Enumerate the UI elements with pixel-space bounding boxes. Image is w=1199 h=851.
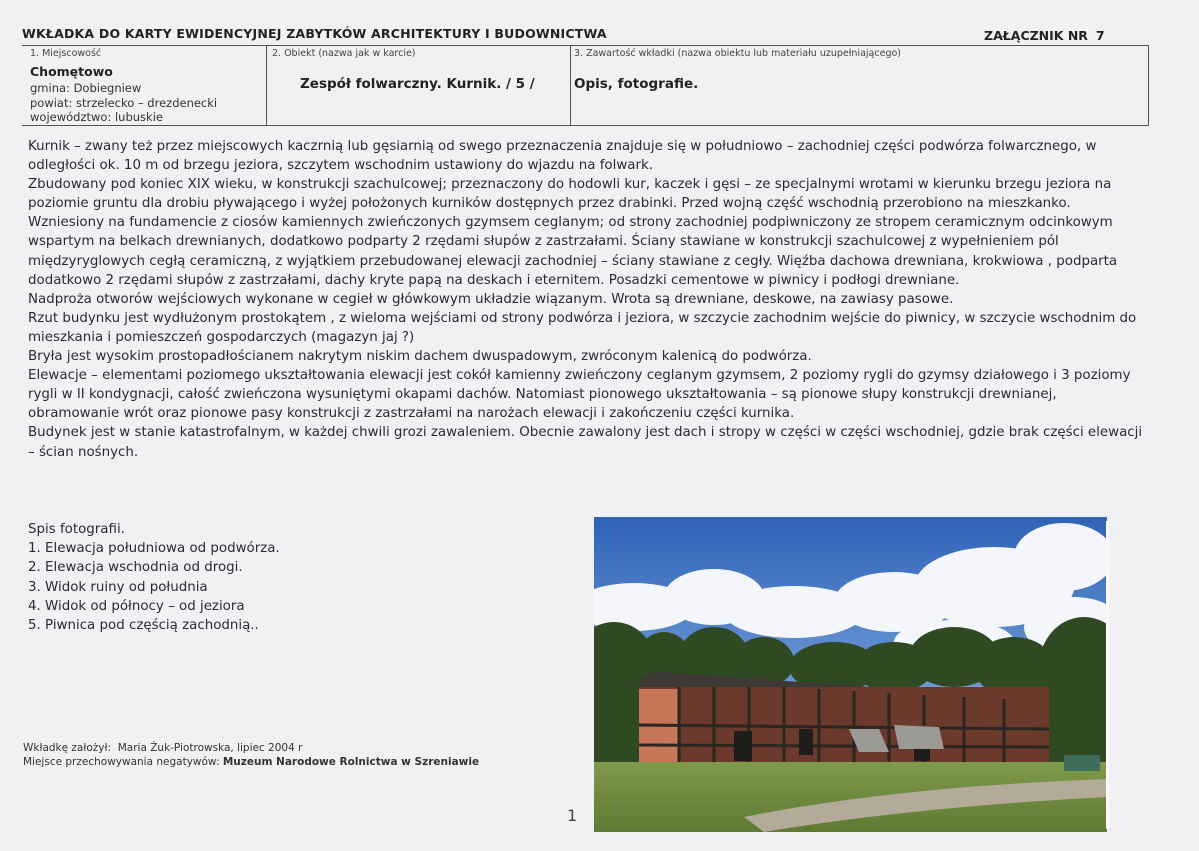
column-divider [570,45,571,125]
column-divider [1148,45,1149,125]
description-paragraph: Budynek jest w stanie katastrofalnym, w każdej chwili grozi zawaleniem. Obecnie zawalony jest dach i stropy w części w części wschodniej, gdzie brak części elewacji – ścian nośnych. [28,425,1143,460]
photo-edge [1106,521,1109,829]
annex-number: 7 [1095,28,1105,43]
description-paragraph: Wzniesiony na fundamencie z ciosów kamiennych zwieńczonych gzymsem ceglanym; od strony zachodniej podpiwniczony ze stropem ceramicznym odcinkowym wspartym na belkach drewnianych, dodatkowo podparty 2 rzędami słupów z zastrzałami. Ściany stawiane w konstrukcji szachulcowej z wypełnieniem pól międzyryglowych cegłą ceramiczną, z wyjątkiem przebudowanej elewacji zachodniej – ściany stawiane z cegły. Więźba dachowa drewniana, krokwiowa , podparta dodatkowo 2 rzędami słupów z zastrzałami, dachy kryte papą na deskach i eternitem. Posadzki cementowe w piwnicy i podłogi drewniane. [28,215,1118,288]
description-text [28,137,1143,462]
storage-value: Muzeum Narodowe Rolnictwa w Szreniawie [222,756,480,768]
storage-label: Miejsce przechowywania negatywów: [23,756,220,768]
object-value: Zespół folwarczny. Kurnik. / 5 / [300,76,535,92]
author-label: Wkładkę założył: [23,742,112,754]
author-value: Maria Żuk-Piotrowska, lipiec 2004 r [117,742,303,754]
photo-list-item: 5. Piwnica pod częścią zachodnią.. [28,618,259,634]
description-paragraph: Zbudowany pod koniec XIX wieku, w konstrukcji szachulcowej; przeznaczony do hodowli kur, kaczek i gęsi – ze specjalnymi wrotami w kierunku brzegu jeziora na poziomie gruntu dla drobiu pływającego i wyżej położonych kurników dostępnych przez drabinki. Przed wojną część wschodnią przerobiono na mieszkanko. [28,177,1112,212]
location-district: powiat: strzelecko – drezdenecki [30,96,218,110]
photo-list-title: Spis fotografii. [28,522,125,537]
location-label: 1. Miejscowość [30,48,102,59]
annex-label-text: ZAŁĄCZNIK NR [984,28,1088,43]
description-paragraph: Rzut budynku jest wydłużonym prostokątem , z wieloma wejściami od strony podwórza i jeziora, w szczycie zachodnim wejście do piwnicy, w szczycie wschodnim do mieszkania i pomieszczeń gospodarczych (magazyn jaj ?) [28,310,1137,345]
photo-list-item: 2. Elewacja wschodnia od drogi. [28,560,243,576]
document-title: WKŁADKA DO KARTY EWIDENCYJNEJ ZABYTKÓW ARCHITEKTURY I BUDOWNICTWA [22,26,607,41]
storage-line [23,755,479,769]
page-number: 1 [567,806,578,825]
description-paragraph: Nadproża otworów wejściowych wykonane w cegieł w główkowym układzie wiązanym. Wrota są drewniane, deskowe, na zawiasy pasowe. [28,291,954,307]
photo-list-item: 3. Widok ruiny od południa [28,579,208,595]
description-paragraph: Bryła jest wysokim prostopadłościanem nakrytym niskim dachem dwuspadowym, zwróconym kalenicą do podwórza. [28,349,812,365]
photo-list-item: 1. Elewacja południowa od podwórza. [28,541,280,557]
photo-list-item: 4. Widok od północy – od jeziora [28,598,245,614]
location-voivodeship: województwo: lubuskie [30,110,163,124]
author-line [23,741,479,755]
content-value: Opis, fotografie. [574,76,699,92]
photo-list [28,520,280,635]
description-paragraph: Elewacje – elementami poziomego ukształtowania elewacji jest cokół kamienny zwieńczony ceglanym gzymsem, 2 poziomy rygli do gzymsy działowego i 3 poziomy rygli w II kondygnacji, całość zwieńczona wysuniętymi okapami dachów. Natomiast pionowego ukształtowania – są pionowe słupy konstrukcji drewnianej, obramowanie wrót oraz pionowe pasy konstrukcji z zastrzałami na narożach elewacji i zakończeniu części kurnika. [28,368,1131,422]
building-photo [594,517,1107,832]
location-name: Chomętowo [30,64,113,79]
location-commune: gmina: Dobiegniew [30,81,142,95]
annex-label [984,28,1105,43]
content-label: 3. Zawartość wkładki (nazwa obiektu lub materiału uzupełniającego) [574,48,901,59]
photo-illustration [594,517,1107,832]
description-paragraph: Kurnik – zwany też przez miejscowych kaczrnią lub gęsiarnią od swego przeznaczenia znajduje się w południowo – zachodniej części podwórza folwarcznego, w odległości ok. 10 m od brzegu jeziora, szczytem wschodnim ustawiony do wjazdu na folwark. [28,139,1097,174]
column-divider [266,45,267,125]
photo-list-items [28,539,280,635]
footer [23,741,479,769]
table-bottom-border [22,125,1149,126]
object-label: 2. Obiekt (nazwa jak w karcie) [272,48,416,59]
metadata-table [22,45,1148,125]
